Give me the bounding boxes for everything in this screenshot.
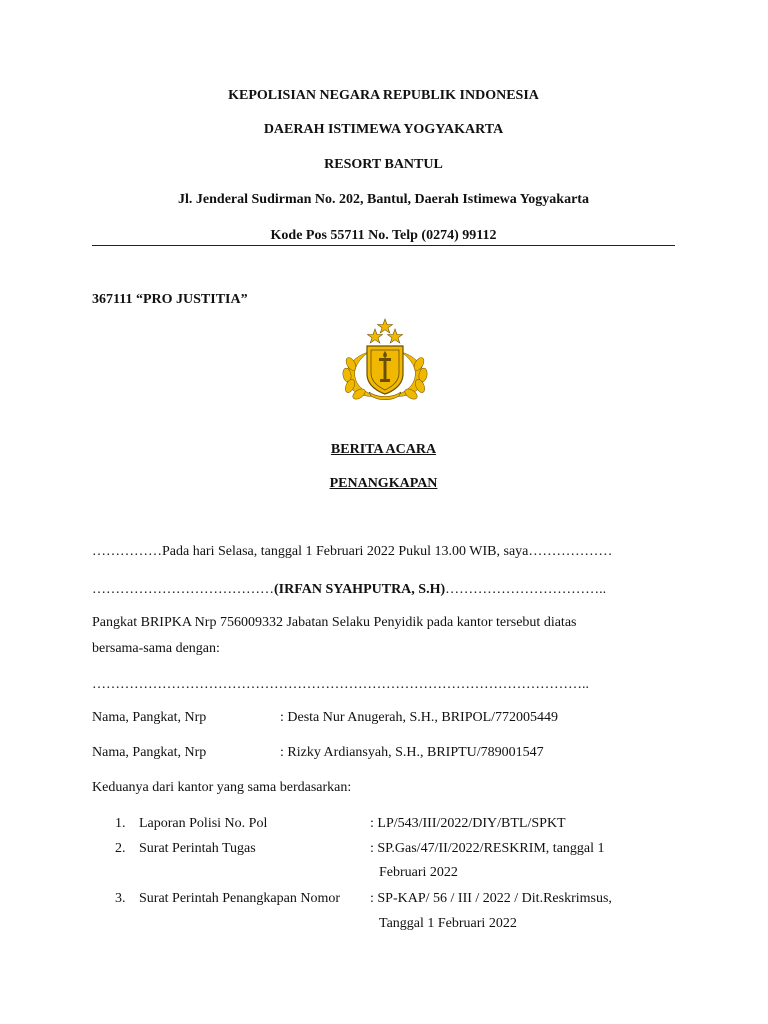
header-resort: RESORT BANTUL: [324, 157, 443, 172]
basis-line: Keduanya dari kantor yang sama berdasarkan:: [92, 780, 352, 795]
dotted-line: ……………………………………………………………………………………………..: [92, 677, 589, 692]
list-item-3-number: 3.: [115, 891, 126, 906]
member-2-value: : Rizky Ardiansyah, S.H., BRIPTU/789001547: [280, 745, 544, 760]
list-item-3-label: Surat Perintah Penangkapan Nomor: [139, 891, 341, 906]
title-line-1: BERITA ACARA: [330, 442, 437, 457]
list-item-2-value: : SP.Gas/47/II/2022/RESKRIM, tanggal 1: [370, 841, 605, 856]
rank-line-2: bersama-sama dengan:: [92, 641, 220, 656]
header-institution: KEPOLISIAN NEGARA REPUBLIK INDONESIA: [228, 88, 539, 103]
investigator-lead-dots: …………………………………: [92, 582, 274, 597]
list-item-1-label: Laporan Polisi No. Pol: [139, 816, 268, 831]
member-1-label: Nama, Pangkat, Nrp: [92, 710, 207, 725]
list-item-3-value-cont: Tanggal 1 Februari 2022: [379, 916, 517, 931]
header-address: Jl. Jenderal Sudirman No. 202, Bantul, Daerah Istimewa Yogyakarta: [178, 192, 589, 207]
member-2-label: Nama, Pangkat, Nrp: [92, 745, 207, 760]
list-item-3-value: : SP-KAP/ 56 / III / 2022 / Dit.Reskrimsus,: [370, 891, 612, 906]
investigator-tail-dots: ……………………………..: [445, 582, 607, 597]
investigator-name: (IRFAN SYAHPUTRA, S.H): [274, 582, 446, 597]
header-divider: [92, 245, 675, 246]
header-contact: Kode Pos 55711 No. Telp (0274) 99112: [270, 228, 497, 243]
opening-paragraph: ……………Pada hari Selasa, tanggal 1 Februari 2022 Pukul 13.00 WIB, saya………………: [92, 544, 613, 559]
police-emblem-icon: [339, 318, 431, 400]
list-item-1-value: : LP/543/III/2022/DIY/BTL/SPKT: [370, 816, 566, 831]
list-item-1-number: 1.: [115, 816, 126, 831]
reference-number: 367111 “PRO JUSTITIA”: [92, 292, 248, 307]
list-item-2-value-cont: Februari 2022: [379, 865, 458, 880]
rank-line-1: Pangkat BRIPKA Nrp 756009332 Jabatan Selaku Penyidik pada kantor tersebut diatas: [92, 615, 577, 630]
title-line-2: PENANGKAPAN: [329, 476, 438, 491]
investigator-line: [92, 582, 606, 598]
list-item-2-label: Surat Perintah Tugas: [139, 841, 256, 856]
member-1-value: : Desta Nur Anugerah, S.H., BRIPOL/772005449: [280, 710, 559, 725]
list-item-2-number: 2.: [115, 841, 126, 856]
header-region: DAERAH ISTIMEWA YOGYAKARTA: [263, 122, 504, 137]
